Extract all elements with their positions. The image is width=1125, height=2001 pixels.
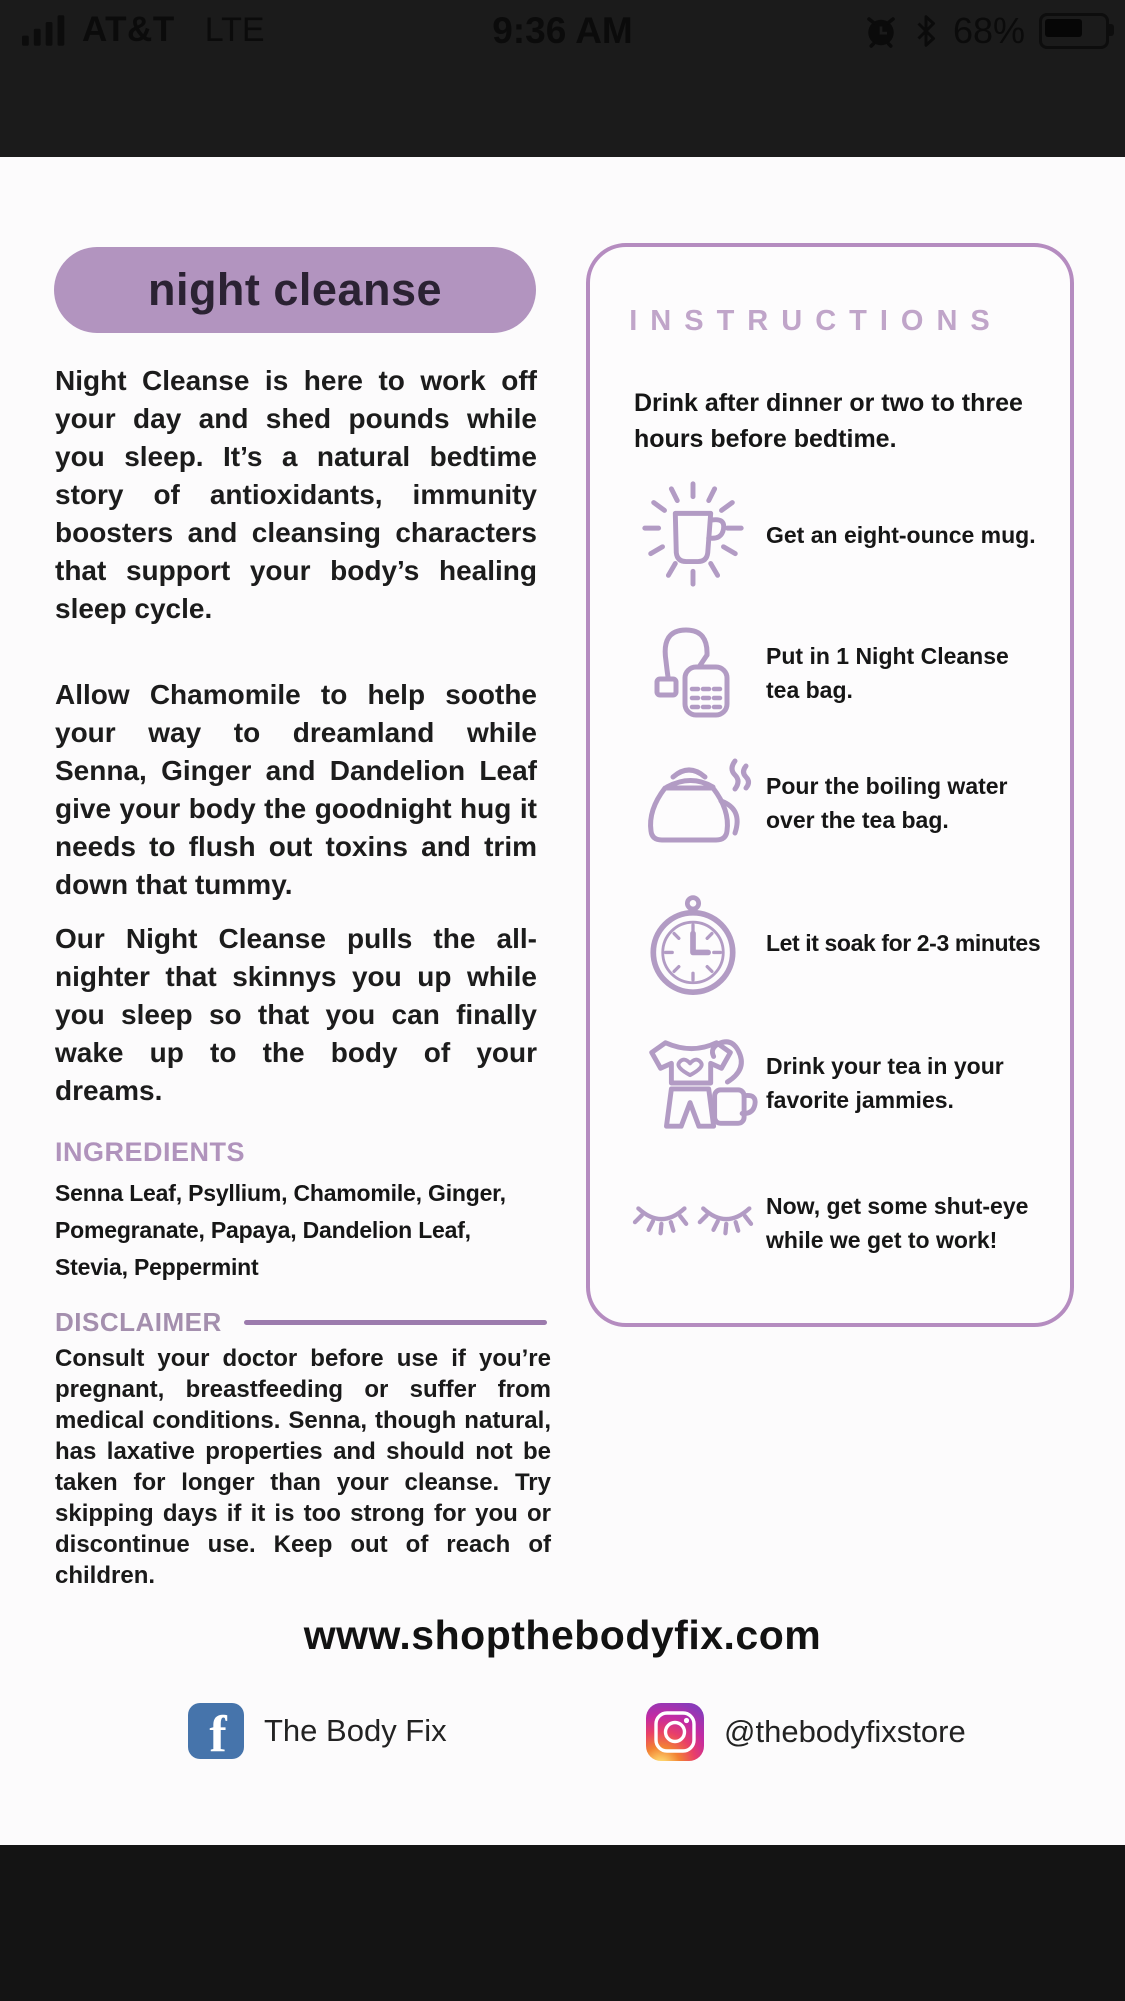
- instruction-step-2: [620, 603, 1066, 743]
- instructions-heading: INSTRUCTIONS: [629, 305, 1003, 337]
- battery-fill: [1045, 19, 1082, 37]
- description-paragraph-2: Allow Chamomile to help soothe your way to dreamland while Senna, Ginger and Dandelion Leaf give your body the goodnight hug it needs to flush out toxins and trim down that tummy.: [55, 679, 537, 900]
- instruction-step-6: [620, 1153, 1066, 1293]
- product-title: night cleanse: [147, 264, 443, 315]
- step-text: Get an eight-ounce mug.: [766, 522, 1036, 548]
- carrier-label: AT&T: [82, 10, 175, 49]
- flyer: [0, 157, 1125, 1845]
- instructions-intro: Drink after dinner or two to three hours before bedtime.: [634, 389, 1023, 453]
- battery-percent: 68%: [952, 10, 1025, 51]
- ingredients-heading: INGREDIENTS: [55, 1137, 246, 1167]
- battery-nub: [1109, 24, 1114, 36]
- facebook-handle-group: [188, 1703, 447, 1759]
- bluetooth-icon: [913, 13, 939, 49]
- instruction-step-5: [620, 1013, 1066, 1153]
- disclaimer-text: Consult your doctor before use if you’re pregnant, breastfeeding or suffer from medical conditions. Senna, though natural, has laxative properties and should not be taken for longer than your cleanse. Try skipping days if it is too strong for you or discontinue use. Keep out of reach of children.: [55, 1345, 551, 1589]
- instagram-label: @thebodyfixstore: [724, 1714, 966, 1749]
- step-text: Drink your tea in your favorite jammies.: [766, 1053, 1004, 1113]
- website-url: www.shopthebodyfix.com: [303, 1612, 822, 1658]
- battery-icon: [1039, 13, 1109, 49]
- ingredients-list: Senna Leaf, Psyllium, Chamomile, Ginger, Pomegranate, Papaya, Dandelion Leaf, Stevia, Peppermint: [55, 1180, 506, 1280]
- tea-bag-icon: [620, 620, 766, 726]
- description-paragraph-1: Night Cleanse is here to work off your day and shed pounds while you sleep. It’s a natural bedtime story of antioxidants, immunity boosters and cleansing characters that support your body’s healing sleep cycle.: [55, 365, 537, 624]
- instructions-panel: [586, 243, 1074, 1327]
- instagram-icon: [646, 1703, 704, 1761]
- facebook-icon: f: [188, 1703, 244, 1759]
- instruction-step-1: [620, 465, 1066, 605]
- time-label: 9:36 AM: [492, 10, 633, 51]
- bottom-black-bar: [0, 1845, 1125, 2001]
- facebook-label: The Body Fix: [264, 1713, 447, 1748]
- kettle-icon: [620, 753, 766, 853]
- step-text: Pour the boiling water over the tea bag.: [766, 773, 1008, 833]
- instagram-handle-group: [646, 1703, 966, 1761]
- shining-mug-icon: [620, 476, 766, 594]
- status-bar: [0, 0, 1125, 157]
- closed-eyes-icon: [620, 1196, 766, 1250]
- disclaimer-heading-row: [55, 1307, 547, 1338]
- disclaimer-divider: [244, 1320, 547, 1325]
- instruction-step-3: [620, 733, 1066, 873]
- product-title-pill: [54, 247, 536, 333]
- step-text: Now, get some shut-eye while we get to work!: [766, 1193, 1029, 1253]
- disclaimer-heading: DISCLAIMER: [55, 1307, 222, 1337]
- alarm-clock-icon: [863, 13, 899, 49]
- step-text: Put in 1 Night Cleanse tea bag.: [766, 643, 1009, 703]
- status-right: [863, 10, 1109, 52]
- description-paragraph-3: Our Night Cleanse pulls the all-nighter that skinnys you up while you sleep so that you can finally wake up to the body of your dreams.: [55, 923, 537, 1106]
- network-label: LTE: [204, 10, 265, 49]
- pajamas-mug-icon: [620, 1027, 766, 1139]
- step-text: Let it soak for 2-3 minutes: [766, 930, 1041, 956]
- instruction-step-4: [620, 873, 1066, 1013]
- clock-icon: [620, 884, 766, 1002]
